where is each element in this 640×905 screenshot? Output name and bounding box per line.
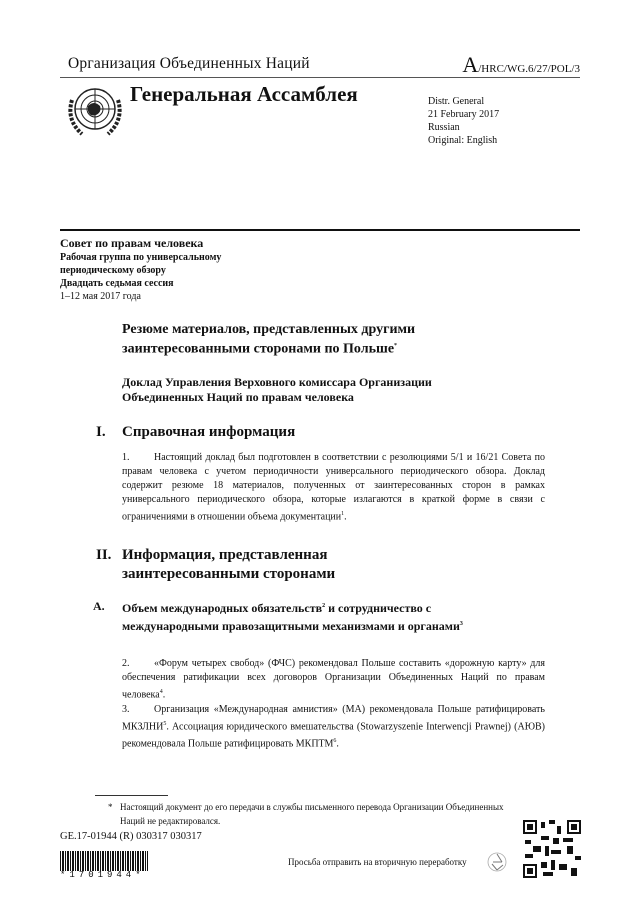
footnote-ref[interactable]: 6 xyxy=(333,738,337,745)
document-subtitle: Доклад Управления Верховного комиссара Организации Объединенных Наций по правам человека xyxy=(122,375,432,404)
paragraph-3: 3. Организация «Международная амнистия» (МА) рекомендовала Польше ратифицировать МКЗЛНИ$^5$. Ассоциация юридического вмешательства (Stowarzyszenie Interwencji Prawnej) (АЮВ) рекомендовала Польше ратифицировать МКПТМ$^6$. xyxy=(122,704,545,750)
council-block xyxy=(60,236,221,303)
paragraph-1: 1. Настоящий доклад был подготовлен в соответствии с резолюциями 5/1 и 16/21 Совета по правам человека с учетом периодичности универсального периодического обзора. Доклад содержит резюме 18 материалов, полученных от заинтересованных сторон в рамках универсального периодического обзора, которые излагаются в краткой форме в связи с ограничениями в отношении объема документации$^1$. xyxy=(122,452,545,523)
header-rule xyxy=(60,77,580,78)
barcode-digits: *1701944* xyxy=(60,870,145,880)
header-thick-rule xyxy=(60,229,580,231)
footnote-mark: * xyxy=(108,802,113,812)
document-symbol xyxy=(462,52,580,78)
subsection-number: A. xyxy=(93,599,105,613)
symbol-rest: /HRC/WG.6/27/POL/3 xyxy=(478,63,580,75)
distr-language: Russian xyxy=(428,122,460,133)
barcode xyxy=(60,851,148,871)
paragraph-number: 3. xyxy=(122,704,130,715)
subsection-title: и сотрудничество с международными правозащитными механизмами и органами xyxy=(122,601,460,633)
qr-code xyxy=(523,820,581,878)
paragraph-text: «Форум четырех свобод» (ФЧС) рекомендовал Польше составить «дорожную карту» для обеспечения ратификации всех договоров Организации Объединенных Наций по правам человека xyxy=(122,658,545,701)
council-name: Совет по правам человека xyxy=(60,236,204,250)
paragraph-2: 2. «Форум четырех свобод» (ФЧС) рекомендовал Польше составить «дорожную карту» для обеспечения ратификации всех договоров Организации Объединенных Наций по правам человека$^4$. xyxy=(122,658,545,701)
session-dates: 1–12 мая 2017 года xyxy=(60,291,141,302)
section-title: Информация, представленная заинтересованными сторонами xyxy=(122,547,336,582)
section-number: I. xyxy=(96,424,106,440)
recycle-notice: Просьба отправить на вторичную переработку xyxy=(288,857,467,867)
section-title: Справочная информация xyxy=(122,424,296,440)
footnote-ref[interactable]: 5 xyxy=(163,721,167,727)
footnote-text: Настоящий документ до его передачи в службы письменного перевода Организации Объединенных Наций не редактировался. xyxy=(120,802,504,826)
un-emblem-icon xyxy=(64,80,126,142)
title-footnote-mark[interactable]: * xyxy=(394,343,398,349)
distr-original: Original: English xyxy=(428,135,498,146)
footnote-ref[interactable]: 3 xyxy=(459,621,463,627)
general-assembly-title: Генеральная Ассамблея xyxy=(130,82,358,106)
distr-line: Distr. General xyxy=(428,96,485,107)
paragraph-text: Настоящий доклад был подготовлен в соответствии с резолюциями 5/1 и 16/21 Совета по правам человека с учетом периодичности универсального периодического обзора. Доклад содержит резюме 18 материалов, полученных от заинтересованных сторон в рамках универсального периодического обзора, которые излагаются в краткой форме в связи с ограничениями в отношении объема документации xyxy=(122,452,545,523)
working-group-line: Рабочая группа по универсальному xyxy=(60,252,222,263)
distribution-block xyxy=(428,95,499,147)
paragraph-text: . Ассоциация юридического вмешательства (Stowarzyszenie Interwencji Prawnej) (АЮВ) рекомендовала Польше ратифицировать МКПТМ xyxy=(122,721,545,750)
document-title xyxy=(122,321,482,358)
footnote xyxy=(108,800,528,828)
footnote-ref[interactable]: 4 xyxy=(159,689,163,695)
recycle-icon xyxy=(486,851,508,873)
section-number: II. xyxy=(96,547,112,563)
title-text: Резюме материалов, представленных другими заинтересованными сторонами по Польше xyxy=(122,322,416,357)
footnote-ref[interactable]: 1 xyxy=(341,511,345,517)
footnote-ref[interactable]: 2 xyxy=(322,603,326,609)
paragraph-text: Организация «Международная амнистия» (МА) рекомендовала Польше ратифицировать МКЗЛНИ xyxy=(122,704,545,733)
symbol-prefix: A xyxy=(462,52,479,77)
subsection-title: Объем международных обязательств xyxy=(122,601,323,615)
job-number: GE.17-01944 (R) 030317 030317 xyxy=(60,831,202,842)
distr-date: 21 February 2017 xyxy=(428,109,500,120)
organization-name: Организация Объединенных Наций xyxy=(68,55,310,72)
working-group-line: периодическому обзору xyxy=(60,265,166,276)
footnote-rule xyxy=(95,795,168,796)
paragraph-number: 2. xyxy=(122,658,130,669)
session: Двадцать седьмая сессия xyxy=(60,278,174,289)
paragraph-number: 1. xyxy=(122,452,130,463)
